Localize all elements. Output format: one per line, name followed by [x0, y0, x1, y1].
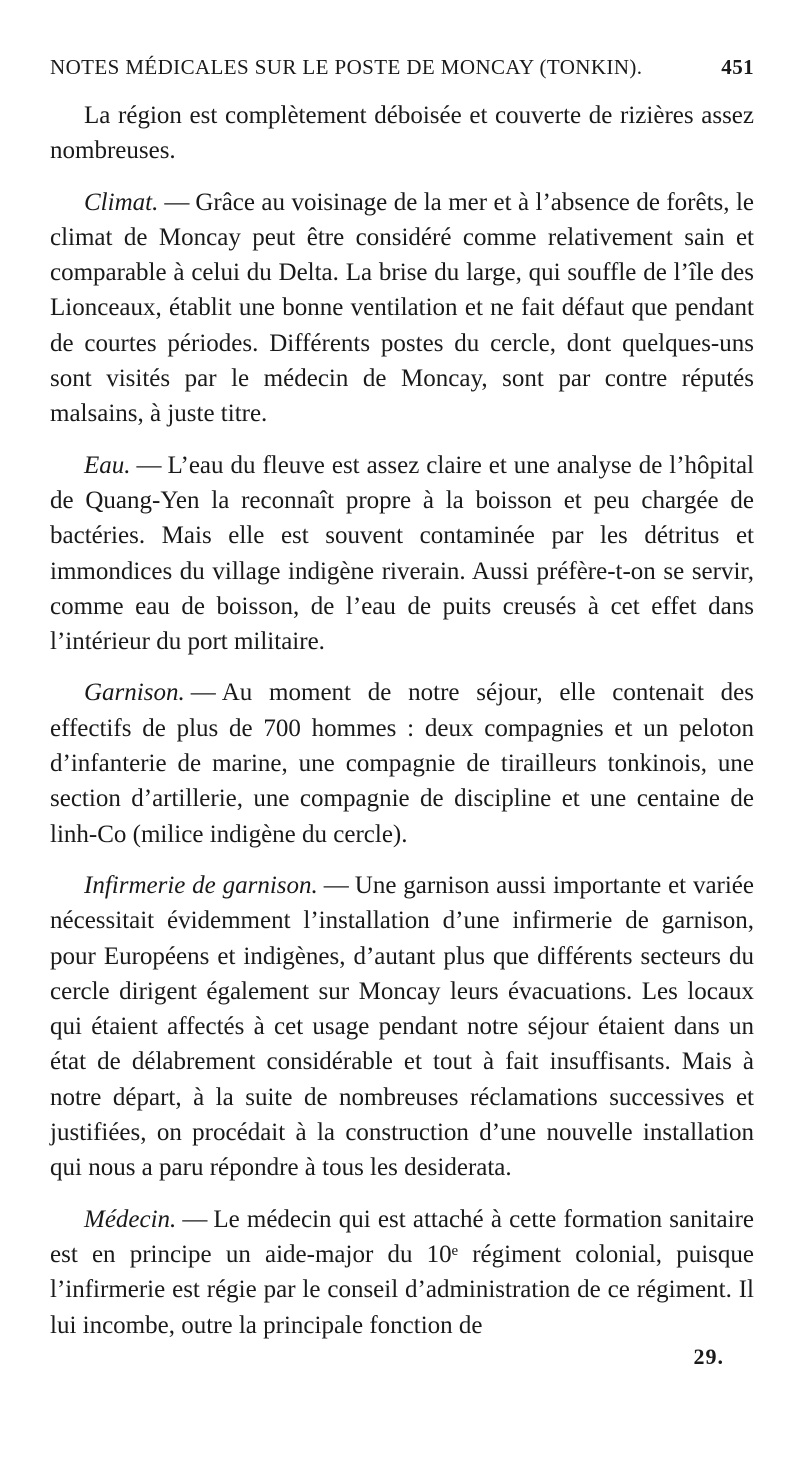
section-lead: Infirmerie de garnison.: [84, 871, 318, 899]
paragraph-climat: [50, 185, 754, 432]
paragraph-text: Au moment de notre séjour, elle contenait des effectifs de plus de 700 hommes : deux compagnies et un peloton d’infanterie de marine, une compagnie de tirailleurs tonkinois, une section d’artillerie, une compagnie de discipline et une centaine de linh-Co (milice indigène du cercle).: [50, 679, 754, 848]
running-title: NOTES MÉDICALES SUR LE POSTE DE MONCAY (TONKIN).: [50, 55, 643, 79]
section-dash: —: [323, 871, 349, 899]
paragraph-intro: [50, 98, 754, 169]
section-lead: Eau.: [84, 451, 131, 479]
section-lead: Garnison.: [84, 679, 185, 707]
paragraph-medecin: [50, 1202, 754, 1343]
section-lead: Climat.: [84, 188, 159, 216]
paragraph-text: Une garnison aussi importante et variée nécessitait évidemment l’installation d’une infirmerie de garnison, pour Européens et indigènes, d’autant plus que différents secteurs du cercle dirigent également sur Moncay leurs évacuations. Les locaux qui étaient affectés à cet usage pendant notre séjour étaient dans un état de délabrement considérable et tout à fait insuffisants. Mais à notre départ, à la suite de nombreuses réclamations successives et justifiées, on procédait à la construction d’une nouvelle installation qui nous a paru répondre à tous les desiderata.: [50, 871, 754, 1182]
section-dash: —: [182, 1205, 208, 1233]
page-number: 451: [721, 55, 754, 79]
section-dash: —: [190, 679, 216, 707]
section-dash: —: [136, 451, 162, 479]
section-dash: —: [164, 188, 190, 216]
paragraph-text: L’eau du fleuve est assez claire et une analyse de l’hôpital de Quang-Yen la reconnaît propre à la boisson et peu chargée de bactéries. Mais elle est souvent contaminée par les détritus et immondices du village indigène riverain. Aussi préfère-t-on se servir, comme eau de boisson, de l’eau de puits creusés à cet effet dans l’intérieur du port militaire.: [50, 451, 754, 656]
section-lead: Médecin.: [84, 1205, 177, 1233]
paragraph-infirmerie: [50, 868, 754, 1186]
document-page: [50, 52, 754, 1359]
paragraph-text: Grâce au voisinage de la mer et à l’absence de forêts, le climat de Moncay peut être considéré comme relativement sain et comparable à celui du Delta. La brise du large, qui souffle de l’île des Lionceaux, établit une bonne ventilation et ne fait défaut que pendant de courtes périodes. Différents postes du cercle, dont quelques-uns sont visités par le médecin de Moncay, sont par contre réputés malsains, à juste titre.: [50, 188, 754, 428]
paragraph-garnison: [50, 675, 754, 851]
paragraph-eau: [50, 448, 754, 660]
paragraph-text: Le médecin qui est attaché à cette formation sanitaire est en principe un aide-major du 10ᵉ régiment colonial, puisque l’infirmerie est régie par le conseil d’administration de ce régiment. Il lui incombe, outre la principale fonction de: [50, 1205, 754, 1339]
running-header: [50, 52, 754, 82]
signature-mark: 29.: [693, 1344, 724, 1369]
paragraph-text: La région est complètement déboisée et couverte de rizières assez nombreuses.: [50, 102, 754, 165]
